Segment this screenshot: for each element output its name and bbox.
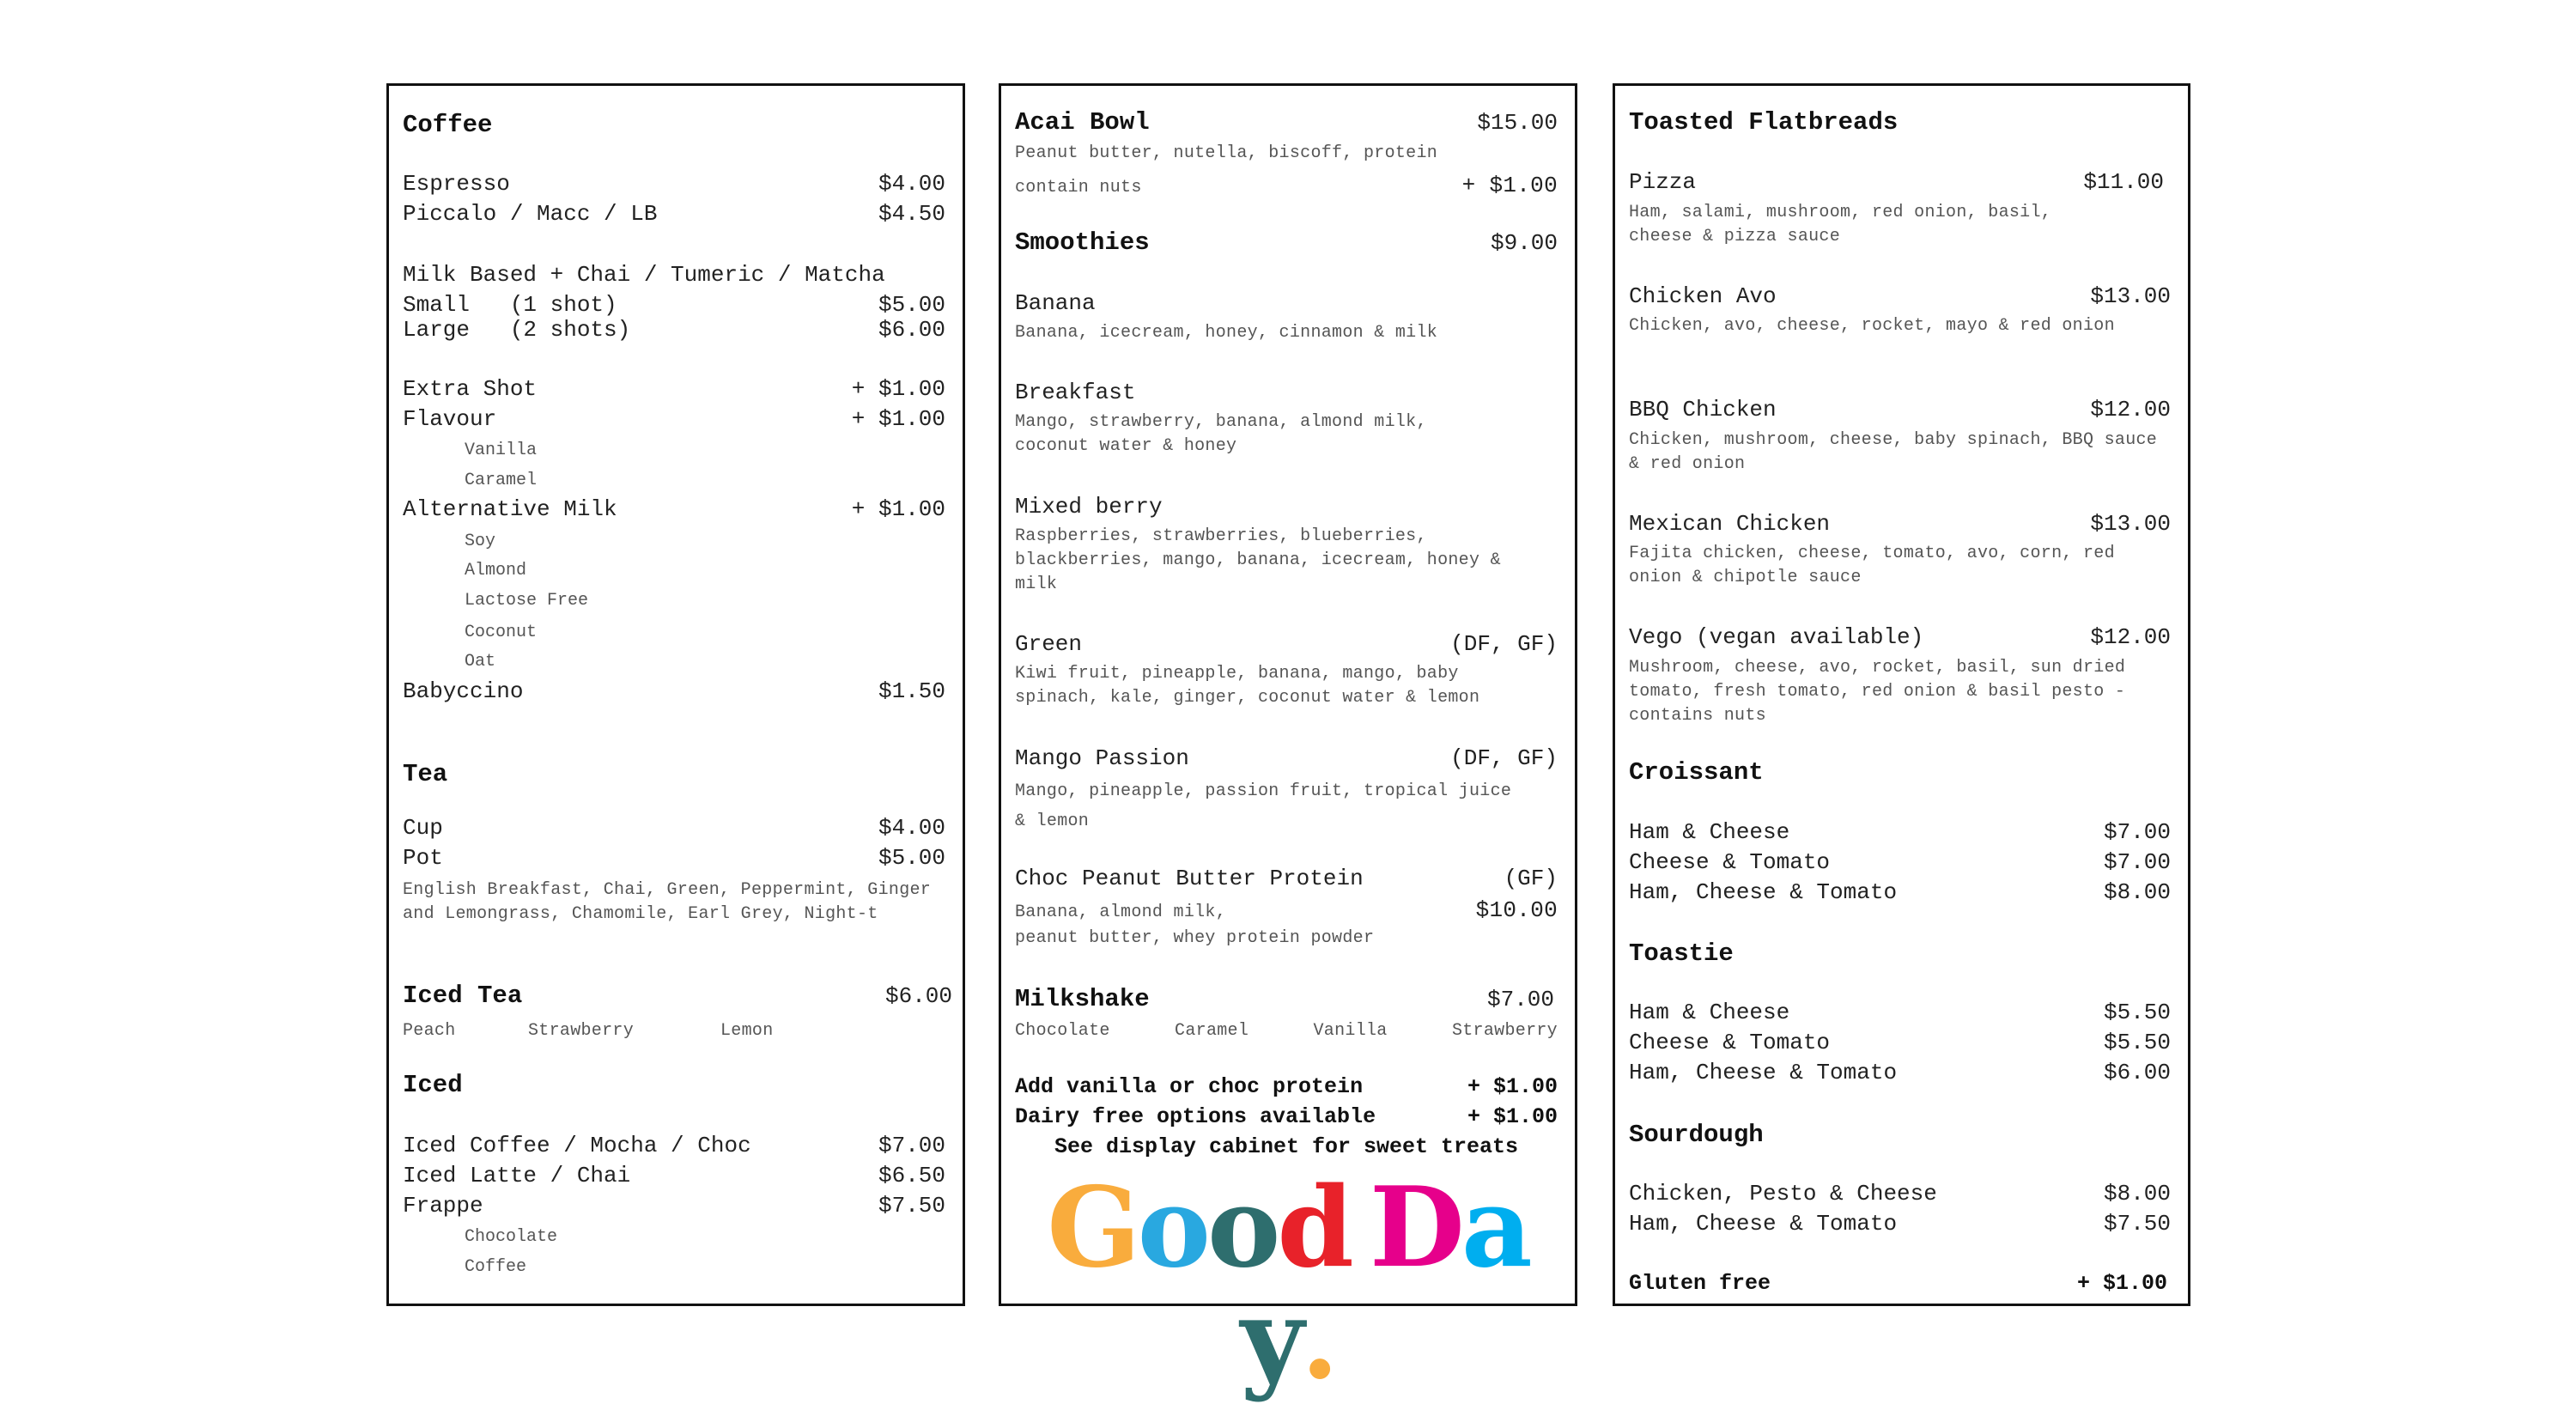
acai-note [1015,173,1558,198]
iced-tea-flavours [403,1021,945,1041]
smoothie-desc: Mango, strawberry, banana, almond milk, coconut water & honey [1015,412,1427,456]
heading-text: Smoothies [1015,228,1150,257]
menu-item [403,292,945,318]
item-price: $5.00 [878,845,945,871]
section-title-sourdough [1629,1121,2171,1149]
menu-item [1629,819,2171,845]
item-name: Ham & Cheese [1629,1000,1790,1025]
menu-item [1629,849,2171,875]
item-name: Small (1 shot) [403,292,617,318]
milkshake-flavours [1015,1021,1558,1041]
item-name: Pizza [1629,169,1697,195]
item-name: Mango Passion [1015,745,1189,771]
option [403,623,945,642]
smoothie-item [1015,866,1558,891]
menu-item [1629,1211,2171,1237]
smoothie-desc: Kiwi fruit, pineapple, banana, mango, baby spinach, kale, ginger, coconut water & lemon [1015,664,1480,708]
menu-item [1629,1030,2171,1055]
option [403,471,945,490]
menu-item [403,406,945,432]
section-title-acai [1015,108,1558,137]
flavour: Caramel [1175,1021,1249,1041]
option [403,591,945,611]
logo-letter: y [1240,1275,1301,1404]
flavour: Strawberry [1451,1021,1558,1041]
item-name: Large (2 shots) [403,317,631,343]
item-name: Choc Peanut Butter Protein [1015,866,1364,891]
section-title-toastie [1629,939,2171,968]
option [403,441,945,460]
flatbread-item [1629,397,2171,422]
item-price: $7.00 [2103,819,2171,845]
gluten-free-option [1629,1271,2171,1296]
option-text: Chocolate [465,1227,558,1247]
item-price: $10.00 [1475,897,1558,923]
heading-text: Tea [403,760,448,788]
option [403,1257,945,1277]
item-name: Chicken, Pesto & Cheese [1629,1181,1937,1206]
menu-item [403,845,945,871]
menu-item [1629,1060,2171,1085]
addon-protein [1015,1074,1558,1099]
menu-item [403,171,945,197]
flavour: Vanilla [1313,1021,1388,1041]
item-name: Iced Latte / Chai [403,1163,631,1188]
menu-item [403,1193,945,1219]
flatbread-desc: Mushroom, cheese, avo, rocket, basil, sun dried tomato, fresh tomato, red onion & basil pesto - contains nuts [1629,658,2126,726]
flatbread-item [1629,283,2171,309]
item-price: $12.00 [2090,624,2171,650]
item-price: $8.00 [2103,879,2171,905]
heading-text: Toastie [1629,939,1734,968]
flatbread-item [1629,624,2171,650]
item-name: Flavour [403,406,497,432]
heading-text: Iced [403,1071,463,1099]
dietary-tag: (DF, GF) [1450,631,1558,657]
addon-name: Dairy free options available [1015,1104,1376,1129]
item-price: $7.00 [2103,849,2171,875]
section-title-flatbreads [1629,108,2171,137]
menu-item [403,376,945,402]
smoothie-desc [1015,928,1558,948]
item-price: $5.00 [878,292,945,318]
section-title-croissant [1629,758,2171,787]
item-price: $4.00 [878,171,945,197]
menu-item [403,201,945,227]
logo-letter: o [1137,1164,1207,1292]
section-title-milkshake [1015,985,1558,1013]
menu-item [403,317,945,343]
item-price: $9.00 [1490,230,1558,256]
flatbread-desc: Ham, salami, mushroom, red onion, basil, cheese & pizza sauce [1629,203,2052,246]
menu-item [403,678,945,704]
menu-panel-drinks [386,83,965,1306]
flatbread-item [1629,169,2171,195]
menu-panel-bowls-smoothies [999,83,1577,1404]
logo-letter: o [1206,1164,1278,1292]
section-title-iced-tea [403,982,952,1010]
tea-varieties: English Breakfast, Chai, Green, Peppermint, Ginger and Lemongrass, Chamomile, Earl Grey, Night-t [403,880,932,924]
option [403,532,945,551]
item-price: $15.00 [1477,110,1558,136]
item-name: Alternative Milk [403,496,617,522]
option-text: Caramel [465,471,538,490]
heading-text: Acai Bowl [1015,108,1150,137]
section-title-coffee [403,111,945,139]
smoothie-item [1015,494,1558,520]
option-text: Coffee [465,1257,527,1277]
menu-item [1629,1181,2171,1206]
item-price: $4.50 [878,201,945,227]
flavour: Peach [403,1021,456,1041]
item-price: $13.00 [2090,283,2171,309]
item-name: Extra Shot [403,376,538,402]
option-name: Gluten free [1629,1271,1771,1296]
desc-text: peanut butter, whey protein powder [1015,928,1375,948]
flavour: Chocolate [1015,1021,1110,1041]
addon-price: + $1.00 [1467,1074,1558,1099]
item-name: Cup [403,815,443,841]
acai-toppings [1015,143,1558,163]
item-name: Milk Based + Chai / Tumeric / Matcha [403,262,885,288]
item-name: Ham, Cheese & Tomato [1629,1211,1898,1237]
section-title-iced [403,1071,945,1099]
item-name: Piccalo / Macc / LB [403,201,658,227]
logo-letter: d [1277,1164,1351,1292]
flatbread-desc: Chicken, mushroom, cheese, baby spinach, BBQ sauce & red onion [1629,430,2158,474]
logo-letter: D [1369,1164,1461,1292]
smoothie-item [1015,745,1558,771]
smoothie-item [1015,631,1558,657]
option [403,561,945,580]
section-title-tea [403,760,945,788]
flatbread-desc: Fajita chicken, cheese, tomato, avo, corn, red onion & chipotle sauce [1629,544,2115,587]
item-name: Breakfast [1015,380,1136,405]
addon-price: + $1.00 [1467,1104,1558,1129]
item-price: + $1.00 [851,496,945,522]
heading-text: Toasted Flatbreads [1629,108,1899,137]
heading-text: Milkshake [1015,985,1150,1013]
heading-text: Iced Tea [403,982,523,1010]
menu-item [403,1163,945,1188]
item-name: Cheese & Tomato [1629,1030,1831,1055]
item-price: $7.50 [2103,1211,2171,1237]
item-name: Banana [1015,290,1096,316]
item-price: $6.00 [878,317,945,343]
item-price: $13.00 [2090,511,2171,537]
item-price: $6.00 [2103,1060,2171,1085]
item-price: $7.00 [1486,987,1554,1012]
option-text: Soy [465,532,496,551]
dietary-tag: (DF, GF) [1450,745,1558,771]
flavour: Lemon [720,1021,774,1041]
smoothie-desc: Raspberries, strawberries, blueberries, blackberries, mango, banana, icecream, honey & milk [1015,526,1501,594]
item-price: $12.00 [2090,397,2171,422]
item-name: Ham, Cheese & Tomato [1629,1060,1898,1085]
option [403,652,945,672]
heading-text: Croissant [1629,758,1764,787]
item-price: $5.50 [2103,1030,2171,1055]
item-name: Babyccino [403,678,524,704]
item-price: $7.50 [878,1193,945,1219]
cabinet-note [1015,1134,1558,1159]
logo-letter: . [1300,1275,1336,1404]
milk-based-heading [403,262,945,288]
item-name: Mexican Chicken [1629,511,1831,537]
item-price: $5.50 [2103,1000,2171,1025]
option-text: Vanilla [465,441,538,460]
item-price: + $1.00 [851,406,945,432]
dietary-tag: (GF) [1504,866,1558,891]
item-price: $4.00 [878,815,945,841]
smoothie-desc [1015,897,1558,923]
item-price: $1.50 [878,678,945,704]
item-name: Iced Coffee / Mocha / Choc [403,1133,751,1158]
item-name: Chicken Avo [1629,283,1777,309]
item-name: Frappe [403,1193,483,1219]
heading-text: Sourdough [1629,1121,1764,1149]
item-name: Ham, Cheese & Tomato [1629,879,1898,905]
item-name: Vego (vegan available) [1629,624,1924,650]
desc-text: Banana, almond milk, [1015,903,1227,922]
smoothie-desc: Mango, pineapple, passion fruit, tropical juice & lemon [1015,781,1512,831]
item-price: $6.00 [884,983,952,1009]
addon-name: Add vanilla or choc protein [1015,1074,1364,1099]
smoothie-item [1015,290,1558,316]
item-name: BBQ Chicken [1629,397,1777,422]
flatbread-desc: Chicken, avo, cheese, rocket, mayo & red onion [1629,316,2115,336]
menu-item [1629,879,2171,905]
heading-text: Coffee [403,111,493,139]
logo-letter: G [1047,1164,1138,1292]
item-price: $8.00 [2103,1181,2171,1206]
good-day-logo [1018,1164,1558,1404]
item-price: $11.00 [2083,169,2164,195]
menu-item [403,496,945,522]
item-price: + $1.00 [1461,173,1558,198]
item-price: $7.00 [878,1133,945,1158]
item-price: $6.50 [878,1163,945,1188]
menu-item [1629,1000,2171,1025]
section-title-smoothies [1015,228,1558,257]
desc-text: contain nuts [1015,178,1142,198]
option-text: Coconut [465,623,538,642]
flatbread-item [1629,511,2171,537]
smoothie-item [1015,380,1558,405]
option-price: + $1.00 [2076,1271,2167,1296]
menu-item [403,1133,945,1158]
logo-letter: a [1461,1164,1529,1292]
item-name: Cheese & Tomato [1629,849,1831,875]
item-name: Ham & Cheese [1629,819,1790,845]
option-text: Almond [465,561,527,580]
smoothie-desc: Banana, icecream, honey, cinnamon & milk [1015,323,1438,343]
option-text: Lactose Free [465,591,589,611]
note-text: See display cabinet for sweet treats [1054,1134,1519,1159]
option [403,1227,945,1247]
desc-text: Peanut butter, nutella, biscoff, protein [1015,143,1438,163]
menu-item [403,815,945,841]
item-name: Mixed berry [1015,494,1163,520]
addon-dairy-free [1015,1104,1558,1129]
item-name: Pot [403,845,443,871]
item-price: + $1.00 [851,376,945,402]
menu-panel-food [1613,83,2190,1306]
item-name: Green [1015,631,1083,657]
item-name: Espresso [403,171,510,197]
flavour: Strawberry [528,1021,635,1041]
option-text: Oat [465,652,496,672]
